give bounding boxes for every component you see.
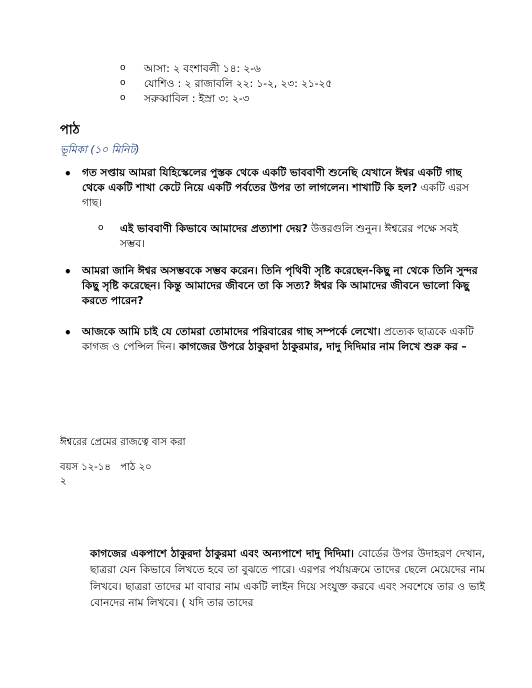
reference-text: যোশিও : ২ রাজাবলি ২২: ১-২, ২৩: ২১-২৫	[144, 78, 333, 90]
intro-bullet-3	[64, 325, 482, 355]
bullet-icon: •	[64, 265, 72, 279]
bullet-bold-text-2: কাগজের উপরে ঠাকুরদা ঠাকুরমার, দাদু দিদিমার নাম লিখে শুরু কর –	[175, 341, 467, 354]
bullet-bold-text: গত সপ্তায় আমরা যিহিস্কেলের পুস্তক থেকে একটি ভাববাণী শুনেছি যেখানে ঈশ্বর একটি গাছ থেকে একটি শাখা কেটে নিয়ে একটি পর্বতের উপর তা লাগলেন। শাখাটি কি হল?	[82, 167, 462, 195]
continuation-paragraph	[90, 546, 485, 611]
circle-bullet-icon: o	[98, 223, 104, 233]
circle-bullet-icon: o	[120, 93, 126, 103]
circle-bullet-icon: o	[120, 78, 126, 88]
sub-bullet-bold-text: এই ভাববাণী কিভাবে আমাদের প্রত্যাশা দেয়?	[120, 223, 308, 235]
bullet-icon: •	[64, 326, 72, 340]
reference-item	[120, 77, 450, 92]
intro-sub-bullet	[98, 222, 475, 252]
page-number: ২	[60, 476, 67, 487]
reference-text: আসা: ২ বংশাবলী ১৪: ২-৬	[144, 63, 261, 75]
intro-bullet-1	[64, 166, 482, 212]
paragraph-normal-text: বোর্ডের উপর উদাহরণ দেখান, ছাত্ররা যেন কিভাবে লিখতে হবে তা বুঝতে পারে। এরপর পর্যায়ক্রমে তাদের ছেলে মেয়েদের নাম লিখবে। ছাত্ররা তাদের মা বাবার নাম একটি লাইন দিয়ে সংযুক্ত করবে এবং সবশেষে তার ও ভাই বোনদের নাম লিখবে। ( যদি তার তাদের	[90, 548, 485, 609]
bullet-bold-text: আমরা জানি ঈশ্বর অসম্ভবকে সম্ভব করেন। তিনি পৃথিবী সৃষ্টি করেছেন-কিছু না থেকে তিনি সুন্দর কিছু সৃষ্টি করেছেন। কিন্তু আমাদের জীবনে তা কি সত্য? ঈশ্বর কি আমাদের জীবনে ভালো কিছু করতে পারেন?	[82, 265, 478, 308]
sub-bullet-normal-text: উত্তরগুলি শুনুন। ঈশ্বরের পক্ষে সবই সম্ভব।	[120, 223, 459, 251]
intro-heading: ভূমিকা (১০ মিনিট)	[60, 144, 140, 156]
reference-text: সরুব্বাবিল : ইস্রা ৩: ২-৩	[144, 93, 250, 105]
paragraph-bold-text: কাগজের একপাশে ঠাকুরদা ঠাকুরমা এবং অন্যপাশে দাদু দিদিমা।	[90, 548, 354, 560]
scripture-reference-list	[120, 62, 450, 107]
circle-bullet-icon: o	[120, 63, 126, 73]
intro-bullet-2	[64, 264, 482, 310]
bullet-bold-text: আজকে আমি চাই যে তোমরা তোমাদের পরিবারের গাছ সম্পর্কে লেখো।	[82, 326, 381, 338]
footer-age-lesson: বয়স ১২-১৪ পাঠ ২০	[60, 462, 152, 473]
footer-title: ঈশ্বরের প্রেমের রাজত্বে বাস করা	[60, 437, 186, 448]
lesson-heading: পাঠ	[60, 123, 80, 138]
reference-item	[120, 62, 450, 77]
bullet-icon: •	[64, 167, 72, 181]
reference-item	[120, 92, 450, 107]
bullet-normal-text: প্রত্যেক ছাত্রকে একটি কাগজ ও পেন্সিল দিন।	[82, 326, 474, 354]
bullet-normal-text: একটি এরস গাছ।	[82, 182, 469, 210]
